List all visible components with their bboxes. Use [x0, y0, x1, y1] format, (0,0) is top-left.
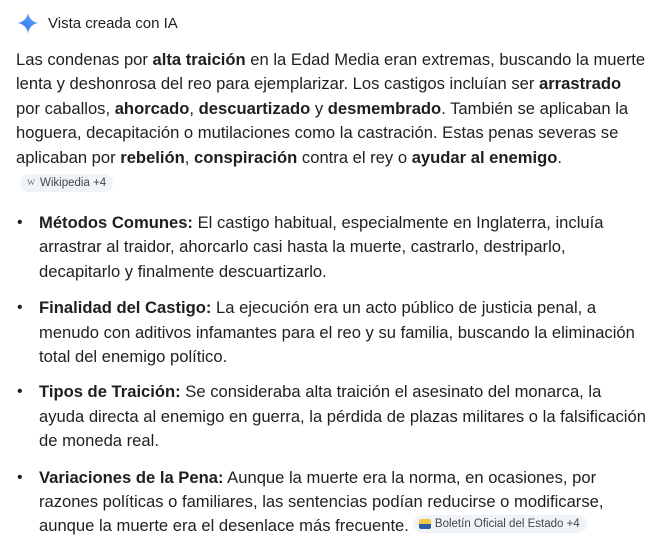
list-item-title: Finalidad del Castigo:: [39, 298, 212, 318]
list-item-text: La ejecución era un acto público de justicia penal, a menudo con aditivos infamantes para el reo y su familia, buscando la eliminación total del enemigo político.: [39, 298, 635, 367]
bold-term: rebelión: [120, 147, 185, 167]
list-item-title: Métodos Comunes:: [39, 213, 193, 232]
bold-term: arrastrado: [539, 74, 622, 94]
bold-term: desmembrado: [327, 98, 442, 118]
list-item-text: Aunque la muerte era la norma, en ocasiones, por razones políticas o familiares, las sentencias podían reducirse o modificarse, aunque la muerte era el desenlace más frecuente.: [39, 467, 604, 536]
list-item-text: El castigo habitual, especialmente en Inglaterra, incluía arrastrar al traidor, ahorcarlo casi hasta la muerte, castrarlo, destriparlo, decapitarlo y finalmente descuartizarlo.: [39, 213, 604, 281]
bold-term: conspiración: [194, 147, 298, 167]
intro-paragraph: Las condenas por alta traición en la Edad Media eran extremas, buscando la muerte lenta y deshonrosa del reo para ejemplarizar. Los castigos incluían ser arrastrado por caballos, ahorcado, descuartizado y desmembrado. También se aplicaban la hoguera, decapitación o mutilaciones como la castración. Estas penas severas se aplicaban por rebelión, conspiración contra el rey o ayudar al enemigo. W Wikipedia +4: [16, 48, 646, 194]
bold-term: alta traición: [152, 50, 246, 69]
source-chip-label: Boletín Oficial del Estado +4: [434, 518, 580, 531]
source-chip-boe[interactable]: [413, 515, 587, 533]
source-chip-wikipedia[interactable]: [20, 174, 113, 192]
list-item-title: Tipos de Traición:: [39, 382, 181, 402]
source-chip-label: Wikipedia +4: [40, 177, 107, 190]
bold-term: ayudar al enemigo: [411, 147, 558, 167]
sparkle-icon: [16, 11, 40, 35]
key-points-list: [16, 211, 648, 539]
list-item: [16, 466, 648, 539]
bold-term: ahorcado: [114, 98, 190, 118]
ai-overview-header: [16, 10, 178, 36]
header-title: Vista creada con IA: [48, 14, 178, 32]
bullet-icon: •: [17, 468, 23, 486]
list-item-title: Variaciones de la Pena:: [39, 467, 224, 487]
list-item: [16, 380, 648, 453]
bullet-icon: •: [17, 299, 23, 317]
bullet-icon: •: [17, 214, 23, 231]
boe-icon: [419, 519, 431, 529]
list-item: [16, 211, 648, 284]
wikipedia-icon: W: [27, 178, 35, 188]
list-item-text: Se consideraba alta traición el asesinato del monarca, la ayuda directa al enemigo en guerra, la pérdida de plazas militares o la falsificación de moneda real.: [39, 382, 646, 451]
bold-term: descuartizado: [198, 98, 311, 118]
bullet-icon: •: [17, 383, 23, 401]
list-item: [16, 296, 648, 369]
